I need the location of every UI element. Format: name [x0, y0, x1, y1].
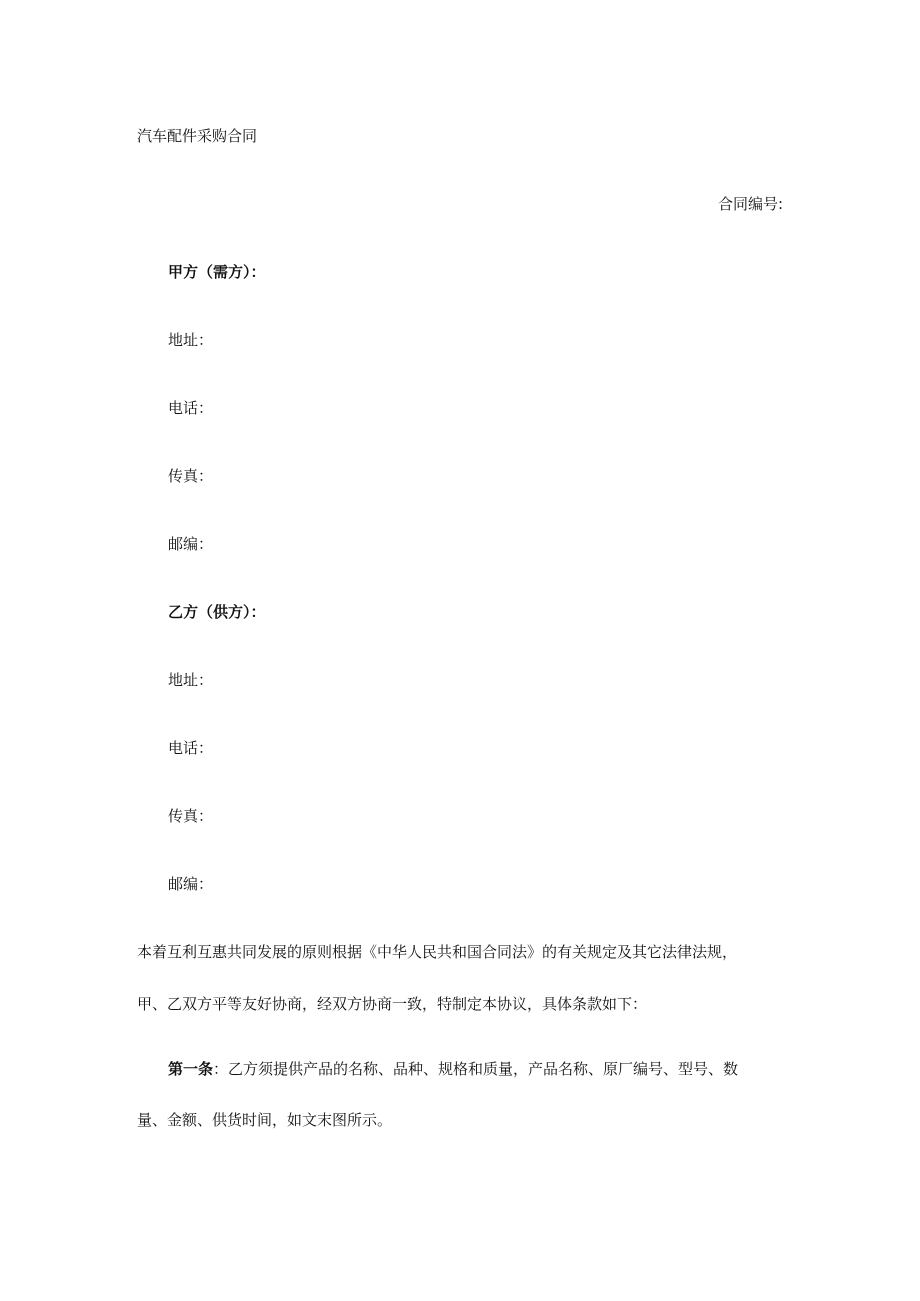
- article-1-text: ：乙方须提供产品的名称、品种、规格和质量，产品名称、原厂编号、型号、数: [213, 1060, 739, 1078]
- party-b-fax-label: 传真：: [168, 807, 214, 825]
- article-1-label: 第一条: [168, 1060, 214, 1078]
- article-1-line-1: [168, 1059, 738, 1079]
- party-a-postcode-label: 邮编：: [168, 535, 214, 553]
- article-1-line-2: 量、金额、供货时间，如文末图所示。: [137, 1111, 393, 1129]
- party-a-heading: 甲方（需方）：: [168, 263, 266, 281]
- party-a-fax-label: 传真：: [168, 467, 214, 485]
- contract-number-label: 合同编号:: [717, 195, 783, 213]
- document-title: 汽车配件采购合同: [137, 127, 258, 145]
- party-a-address-label: 地址：: [168, 331, 214, 349]
- preamble-line-2: 甲、乙双方平等友好协商，经双方协商一致，特制定本协议，具体条款如下：: [137, 995, 648, 1013]
- party-b-address-label: 地址：: [168, 671, 214, 689]
- party-a-phone-label: 电话：: [168, 399, 214, 417]
- preamble-line-1: 本着互利互惠共同发展的原则根据《中华人民共和国合同法》的有关规定及其它法律法规，: [137, 943, 738, 961]
- party-b-postcode-label: 邮编：: [168, 875, 214, 893]
- party-b-heading: 乙方（供方）：: [168, 603, 266, 621]
- party-b-phone-label: 电话：: [168, 739, 214, 757]
